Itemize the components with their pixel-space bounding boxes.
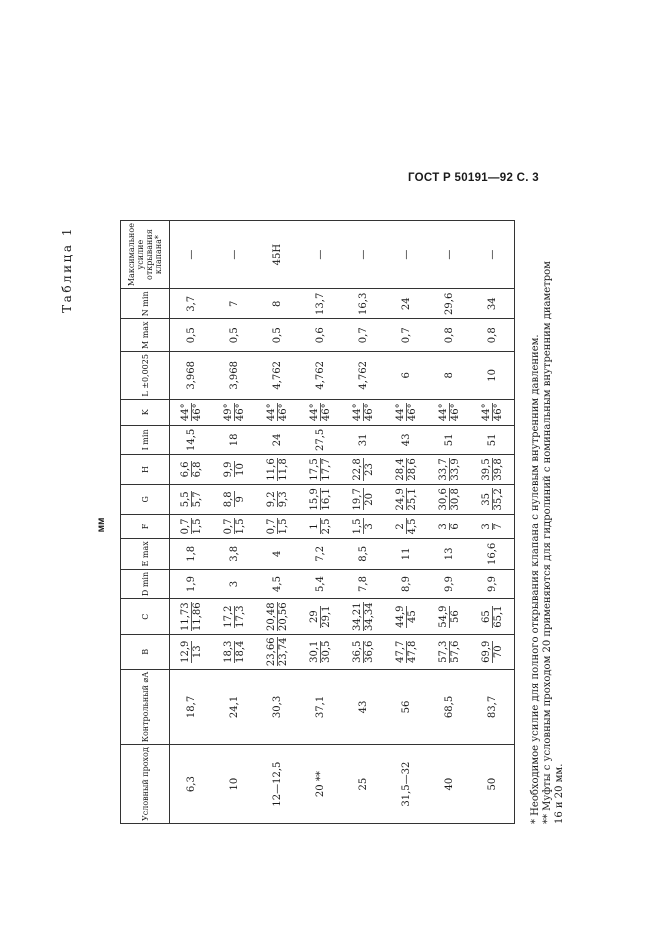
range-min: 44° xyxy=(266,403,277,422)
table-cell-f xyxy=(170,514,214,538)
table-cell-n: 29,6 xyxy=(428,289,471,319)
value-range xyxy=(180,461,203,477)
table-cell-e: 8,5 xyxy=(342,539,385,570)
range-max: 2,5 xyxy=(321,518,332,535)
table-cell-l: 4,762 xyxy=(256,352,299,400)
table-cell-g xyxy=(256,484,299,514)
range-max: 4,5 xyxy=(407,518,418,535)
table-cell-g xyxy=(428,484,471,514)
table-cell-pass: 31,5—32 xyxy=(385,745,428,824)
col-header: N min xyxy=(121,289,170,319)
table-cell-g xyxy=(299,484,342,514)
table-cell-force: — xyxy=(170,221,214,289)
table-row xyxy=(299,221,342,824)
table-cell-d: 3 xyxy=(213,569,256,599)
table-cell-l: 8 xyxy=(428,352,471,400)
range-min: 15,9 xyxy=(309,488,320,511)
table-cell-g xyxy=(342,484,385,514)
table-cell-n: 8 xyxy=(256,289,299,319)
range-min: 57,3 xyxy=(438,640,449,663)
value-range xyxy=(309,518,332,534)
range-min: 19,7 xyxy=(352,488,363,511)
value-range xyxy=(266,602,289,631)
value-range xyxy=(223,491,246,507)
table-cell-b xyxy=(256,634,299,669)
table-cell-l: 6 xyxy=(385,352,428,400)
range-max: 3 xyxy=(364,523,375,530)
value-range xyxy=(266,458,289,480)
table-cell-k xyxy=(170,399,214,425)
table-cell-m: 0,5 xyxy=(170,319,214,352)
range-max: 10 xyxy=(235,463,246,476)
table-row xyxy=(170,221,214,824)
footnote-3: 16 и 20 мм. xyxy=(554,763,565,824)
value-range xyxy=(309,458,332,480)
range-max: 1,5 xyxy=(278,518,289,535)
value-range xyxy=(266,491,289,507)
value-range xyxy=(481,523,504,529)
table-cell-l: 10 xyxy=(471,352,515,400)
range-min: 3 xyxy=(438,523,449,530)
table-cell-pass: 10 xyxy=(213,745,256,824)
range-max: 46° xyxy=(321,403,332,422)
table-cell-pass: 20 ** xyxy=(299,745,342,824)
value-range xyxy=(180,491,203,507)
table-cell-k xyxy=(385,399,428,425)
value-range xyxy=(481,403,504,421)
value-range xyxy=(309,641,332,663)
range-max: 46° xyxy=(407,403,418,422)
table-cell-k xyxy=(471,399,515,425)
table-cell-g xyxy=(170,484,214,514)
range-max: 45 xyxy=(407,610,418,624)
value-range xyxy=(395,518,418,534)
table-row xyxy=(428,221,471,824)
range-min: 9,2 xyxy=(266,491,277,508)
table-body xyxy=(170,221,515,824)
table-row xyxy=(256,221,299,824)
table-cell-d: 8,9 xyxy=(385,569,428,599)
range-max: 9,3 xyxy=(278,491,289,508)
range-min: 47,7 xyxy=(395,640,406,663)
range-min: 44° xyxy=(352,403,363,422)
table-cell-i: 18 xyxy=(213,425,256,454)
value-range xyxy=(395,641,418,663)
table-cell-f xyxy=(385,514,428,538)
col-header: D min xyxy=(121,569,170,599)
range-max: 29,1 xyxy=(321,605,332,628)
table-cell-d: 9,9 xyxy=(471,569,515,599)
col-header: I min xyxy=(121,425,170,454)
table-cell-a: 30,3 xyxy=(256,669,299,745)
value-range xyxy=(266,637,289,666)
table-cell-a: 56 xyxy=(385,669,428,745)
table-cell-force: — xyxy=(299,221,342,289)
range-min: 11,73 xyxy=(180,602,191,631)
value-range xyxy=(438,641,461,663)
table-cell-f xyxy=(213,514,256,538)
range-max: 70 xyxy=(493,645,504,659)
table-cell-k xyxy=(213,399,256,425)
table-cell-force: — xyxy=(385,221,428,289)
value-range xyxy=(352,403,375,421)
range-min: 6,6 xyxy=(180,461,191,478)
range-max: 30,5 xyxy=(321,640,332,663)
table-cell-m: 0,5 xyxy=(256,319,299,352)
table-cell-force: — xyxy=(213,221,256,289)
range-max: 46° xyxy=(192,403,203,422)
range-max: 23,74 xyxy=(278,637,289,667)
table-cell-d: 4,5 xyxy=(256,569,299,599)
value-range xyxy=(180,403,203,421)
range-min: 1,5 xyxy=(352,518,363,535)
value-range xyxy=(266,518,289,534)
range-max: 28,6 xyxy=(407,458,418,481)
table-cell-n: 13,7 xyxy=(299,289,342,319)
range-min: 28,4 xyxy=(395,458,406,481)
range-min: 17,5 xyxy=(309,458,320,481)
range-max: 34,34 xyxy=(364,602,375,631)
range-max: 36,6 xyxy=(364,640,375,663)
table-cell-a: 83,7 xyxy=(471,669,515,745)
table-cell-b xyxy=(471,634,515,669)
col-header: Максимальное усилие открывания клапана* xyxy=(121,221,170,289)
range-min: 30,1 xyxy=(309,640,320,663)
table-cell-a: 18,7 xyxy=(170,669,214,745)
value-range xyxy=(266,403,289,421)
table-cell-c xyxy=(471,599,515,634)
range-min: 8,8 xyxy=(223,491,234,508)
range-max: 46° xyxy=(450,403,461,422)
col-header: K xyxy=(121,399,170,425)
table-row xyxy=(471,221,515,824)
table-cell-force: — xyxy=(342,221,385,289)
table-cell-f xyxy=(299,514,342,538)
table-cell-c xyxy=(213,599,256,634)
range-max: 46° xyxy=(278,403,289,422)
table-cell-k xyxy=(428,399,471,425)
range-min: 65 xyxy=(481,606,493,628)
value-range xyxy=(395,458,418,480)
table-cell-i: 51 xyxy=(428,425,471,454)
table-cell-m: 0,8 xyxy=(471,319,515,352)
value-range xyxy=(352,518,375,534)
range-max: 7 xyxy=(493,523,504,530)
table-cell-h xyxy=(342,455,385,485)
table-cell-b xyxy=(213,634,256,669)
value-range xyxy=(223,461,246,477)
value-range xyxy=(395,488,418,510)
range-max: 25,1 xyxy=(407,488,418,511)
table-cell-m: 0,6 xyxy=(299,319,342,352)
range-min: 29 xyxy=(309,606,321,628)
value-range xyxy=(438,606,461,628)
table-cell-c xyxy=(170,599,214,634)
value-range xyxy=(481,606,504,628)
table-cell-f xyxy=(342,514,385,538)
range-min: 49° xyxy=(223,403,234,422)
table-cell-pass: 25 xyxy=(342,745,385,824)
range-min: 69,9 xyxy=(481,640,492,663)
table-cell-f xyxy=(428,514,471,538)
table-cell-c xyxy=(256,599,299,634)
table-cell-pass: 6,3 xyxy=(170,745,214,824)
table-row xyxy=(213,221,256,824)
range-min: 18,3 xyxy=(223,640,234,663)
range-min: 44° xyxy=(180,403,191,422)
table-cell-h xyxy=(256,455,299,485)
table-cell-h xyxy=(471,455,515,485)
range-min: 0,7 xyxy=(266,518,277,535)
table-cell-e: 11 xyxy=(385,539,428,570)
value-range xyxy=(223,606,246,628)
range-min: 5,5 xyxy=(180,491,191,508)
value-range xyxy=(180,602,203,631)
table-cell-a: 37,1 xyxy=(299,669,342,745)
table-cell-e: 1,8 xyxy=(170,539,214,570)
range-max: 16,1 xyxy=(321,488,332,511)
table-cell-d: 1,9 xyxy=(170,569,214,599)
col-header: H xyxy=(121,455,170,485)
value-range xyxy=(309,488,332,510)
range-min: 20,48 xyxy=(266,602,277,631)
dimensions-table xyxy=(120,220,515,824)
table-cell-n: 3,7 xyxy=(170,289,214,319)
range-min: 24,9 xyxy=(395,488,406,511)
range-min: 34,21 xyxy=(352,602,363,631)
range-max: 17,7 xyxy=(321,458,332,481)
range-max: 57,6 xyxy=(450,640,461,663)
table-cell-m: 0,8 xyxy=(428,319,471,352)
range-min: 22,8 xyxy=(352,458,363,481)
range-min: 0,7 xyxy=(180,518,191,535)
table-cell-i: 31 xyxy=(342,425,385,454)
table-cell-pass: 50 xyxy=(471,745,515,824)
range-max: 18,4 xyxy=(235,640,246,663)
range-min: 9,9 xyxy=(223,461,234,478)
table-cell-c xyxy=(299,599,342,634)
table-cell-i: 43 xyxy=(385,425,428,454)
table-cell-m: 0,7 xyxy=(342,319,385,352)
value-range xyxy=(309,606,332,628)
range-max: 13 xyxy=(192,645,203,659)
col-header: E max xyxy=(121,539,170,570)
table-cell-h xyxy=(385,455,428,485)
value-range xyxy=(180,641,203,663)
table-cell-k xyxy=(342,399,385,425)
range-max: 65,1 xyxy=(493,605,504,628)
table-cell-h xyxy=(213,455,256,485)
range-min: 23,66 xyxy=(266,637,277,667)
table-cell-g xyxy=(385,484,428,514)
table-cell-a: 24,1 xyxy=(213,669,256,745)
value-range xyxy=(481,488,504,510)
table-cell-force: 45Н xyxy=(256,221,299,289)
footnote-1: * Необходимое усилие для полного открывания клапана с нулевым внутренним давлением. xyxy=(530,334,541,824)
range-min: 36,5 xyxy=(352,640,363,663)
range-max: 30,8 xyxy=(450,488,461,511)
table-cell-g xyxy=(471,484,515,514)
range-min: 44° xyxy=(395,403,406,422)
table-cell-l: 4,762 xyxy=(299,352,342,400)
table-cell-b xyxy=(428,634,471,669)
table-row xyxy=(342,221,385,824)
table-cell-c xyxy=(342,599,385,634)
range-max: 5,7 xyxy=(192,491,203,508)
table-cell-n: 34 xyxy=(471,289,515,319)
value-range xyxy=(438,403,461,421)
range-min: 3 xyxy=(481,523,492,530)
range-max: 20,56 xyxy=(278,602,289,631)
range-max: 20 xyxy=(364,492,375,506)
range-max: 23 xyxy=(364,463,375,476)
table-cell-f xyxy=(256,514,299,538)
table-cell-i: 14,5 xyxy=(170,425,214,454)
range-min: 2 xyxy=(395,518,407,534)
value-range xyxy=(352,641,375,663)
col-header: M max xyxy=(121,319,170,352)
table-cell-b xyxy=(170,634,214,669)
value-range xyxy=(352,488,375,510)
table-cell-d: 9,9 xyxy=(428,569,471,599)
col-header: B xyxy=(121,634,170,669)
table-cell-h xyxy=(428,455,471,485)
table-cell-c xyxy=(428,599,471,634)
table-cell-d: 7,8 xyxy=(342,569,385,599)
value-range xyxy=(352,602,375,631)
range-max: 46° xyxy=(493,403,504,422)
table-cell-i: 51 xyxy=(471,425,515,454)
table-cell-force: — xyxy=(428,221,471,289)
table-cell-m: 0,7 xyxy=(385,319,428,352)
table-cell-a: 68,5 xyxy=(428,669,471,745)
table-cell-l: 4,762 xyxy=(342,352,385,400)
table-cell-b xyxy=(385,634,428,669)
range-min: 54,9 xyxy=(438,605,449,628)
value-range xyxy=(309,403,332,421)
page-header: ГОСТ Р 50191—92 С. 3 xyxy=(408,172,539,184)
table-header-row xyxy=(121,221,170,824)
range-max: 1,5 xyxy=(192,518,203,535)
range-min: 11,6 xyxy=(266,458,277,481)
range-min: 44,9 xyxy=(395,605,406,628)
table-cell-k xyxy=(299,399,342,425)
table-cell-b xyxy=(299,634,342,669)
table-cell-n: 16,3 xyxy=(342,289,385,319)
range-max: 17,3 xyxy=(235,605,246,628)
range-min: 12,9 xyxy=(180,640,191,663)
table-cell-e: 13 xyxy=(428,539,471,570)
col-header: L ±0,0025 xyxy=(121,352,170,400)
table-cell-e: 7,2 xyxy=(299,539,342,570)
range-max: 33,9 xyxy=(450,458,461,481)
value-range xyxy=(223,403,246,421)
value-range xyxy=(395,403,418,421)
table-cell-l: 3,968 xyxy=(213,352,256,400)
value-range xyxy=(481,641,504,663)
range-max: 9 xyxy=(235,496,246,503)
table-cell-l: 3,968 xyxy=(170,352,214,400)
range-max: 6,8 xyxy=(192,461,203,478)
table-cell-c xyxy=(385,599,428,634)
value-range xyxy=(395,606,418,628)
range-min: 44° xyxy=(438,403,449,422)
range-min: 30,6 xyxy=(438,488,449,511)
value-range xyxy=(223,641,246,663)
range-max: 11,86 xyxy=(192,602,203,631)
table-cell-g xyxy=(213,484,256,514)
table-cell-i: 27,5 xyxy=(299,425,342,454)
rotated-table-page xyxy=(60,220,565,830)
footnotes xyxy=(530,224,566,824)
value-range xyxy=(223,518,246,534)
table-cell-h xyxy=(170,455,214,485)
range-max: 39,8 xyxy=(493,458,504,481)
table-cell-m: 0,5 xyxy=(213,319,256,352)
col-header: F xyxy=(121,514,170,538)
table-cell-k xyxy=(256,399,299,425)
range-min: 1 xyxy=(309,518,321,534)
range-min: 39,5 xyxy=(481,458,492,481)
range-max: 6 xyxy=(450,523,461,530)
range-min: 44° xyxy=(481,403,492,422)
col-header: G xyxy=(121,484,170,514)
range-max: 46° xyxy=(235,403,246,422)
col-header: C xyxy=(121,599,170,634)
value-range xyxy=(481,458,504,480)
table-cell-n: 7 xyxy=(213,289,256,319)
table-row xyxy=(385,221,428,824)
value-range xyxy=(352,458,375,480)
range-max: 56 xyxy=(450,610,461,624)
range-min: 44° xyxy=(309,403,320,422)
table-cell-pass: 12—12,5 xyxy=(256,745,299,824)
table-cell-n: 24 xyxy=(385,289,428,319)
units-label: мм xyxy=(96,517,107,533)
table-cell-b xyxy=(342,634,385,669)
col-header: Контрольный ⌀А xyxy=(121,669,170,745)
range-max: 47,8 xyxy=(407,640,418,663)
table-cell-f xyxy=(471,514,515,538)
range-min: 0,7 xyxy=(223,518,234,535)
table-cell-e: 3,8 xyxy=(213,539,256,570)
value-range xyxy=(438,458,461,480)
range-max: 1,5 xyxy=(235,518,246,535)
table-cell-d: 5,4 xyxy=(299,569,342,599)
range-max: 46° xyxy=(364,403,375,422)
col-header: Условный проход xyxy=(121,745,170,824)
table-cell-pass: 40 xyxy=(428,745,471,824)
range-min: 33,7 xyxy=(438,458,449,481)
footnote-2: ** Муфты с условным проходом 20 применяются для гидролиний с номинальным внутренним диаметром xyxy=(542,261,553,824)
table-cell-e: 16,6 xyxy=(471,539,515,570)
table-cell-i: 24 xyxy=(256,425,299,454)
range-min: 17,2 xyxy=(223,605,234,628)
table-cell-a: 43 xyxy=(342,669,385,745)
range-max: 35,2 xyxy=(493,488,504,511)
range-max: 11,8 xyxy=(278,458,289,481)
table-caption: Таблица 1 xyxy=(60,226,74,313)
value-range xyxy=(438,488,461,510)
value-range xyxy=(438,523,461,529)
table-cell-force: — xyxy=(471,221,515,289)
value-range xyxy=(180,518,203,534)
range-min: 35 xyxy=(481,488,493,510)
table-cell-e: 4 xyxy=(256,539,299,570)
table-cell-h xyxy=(299,455,342,485)
